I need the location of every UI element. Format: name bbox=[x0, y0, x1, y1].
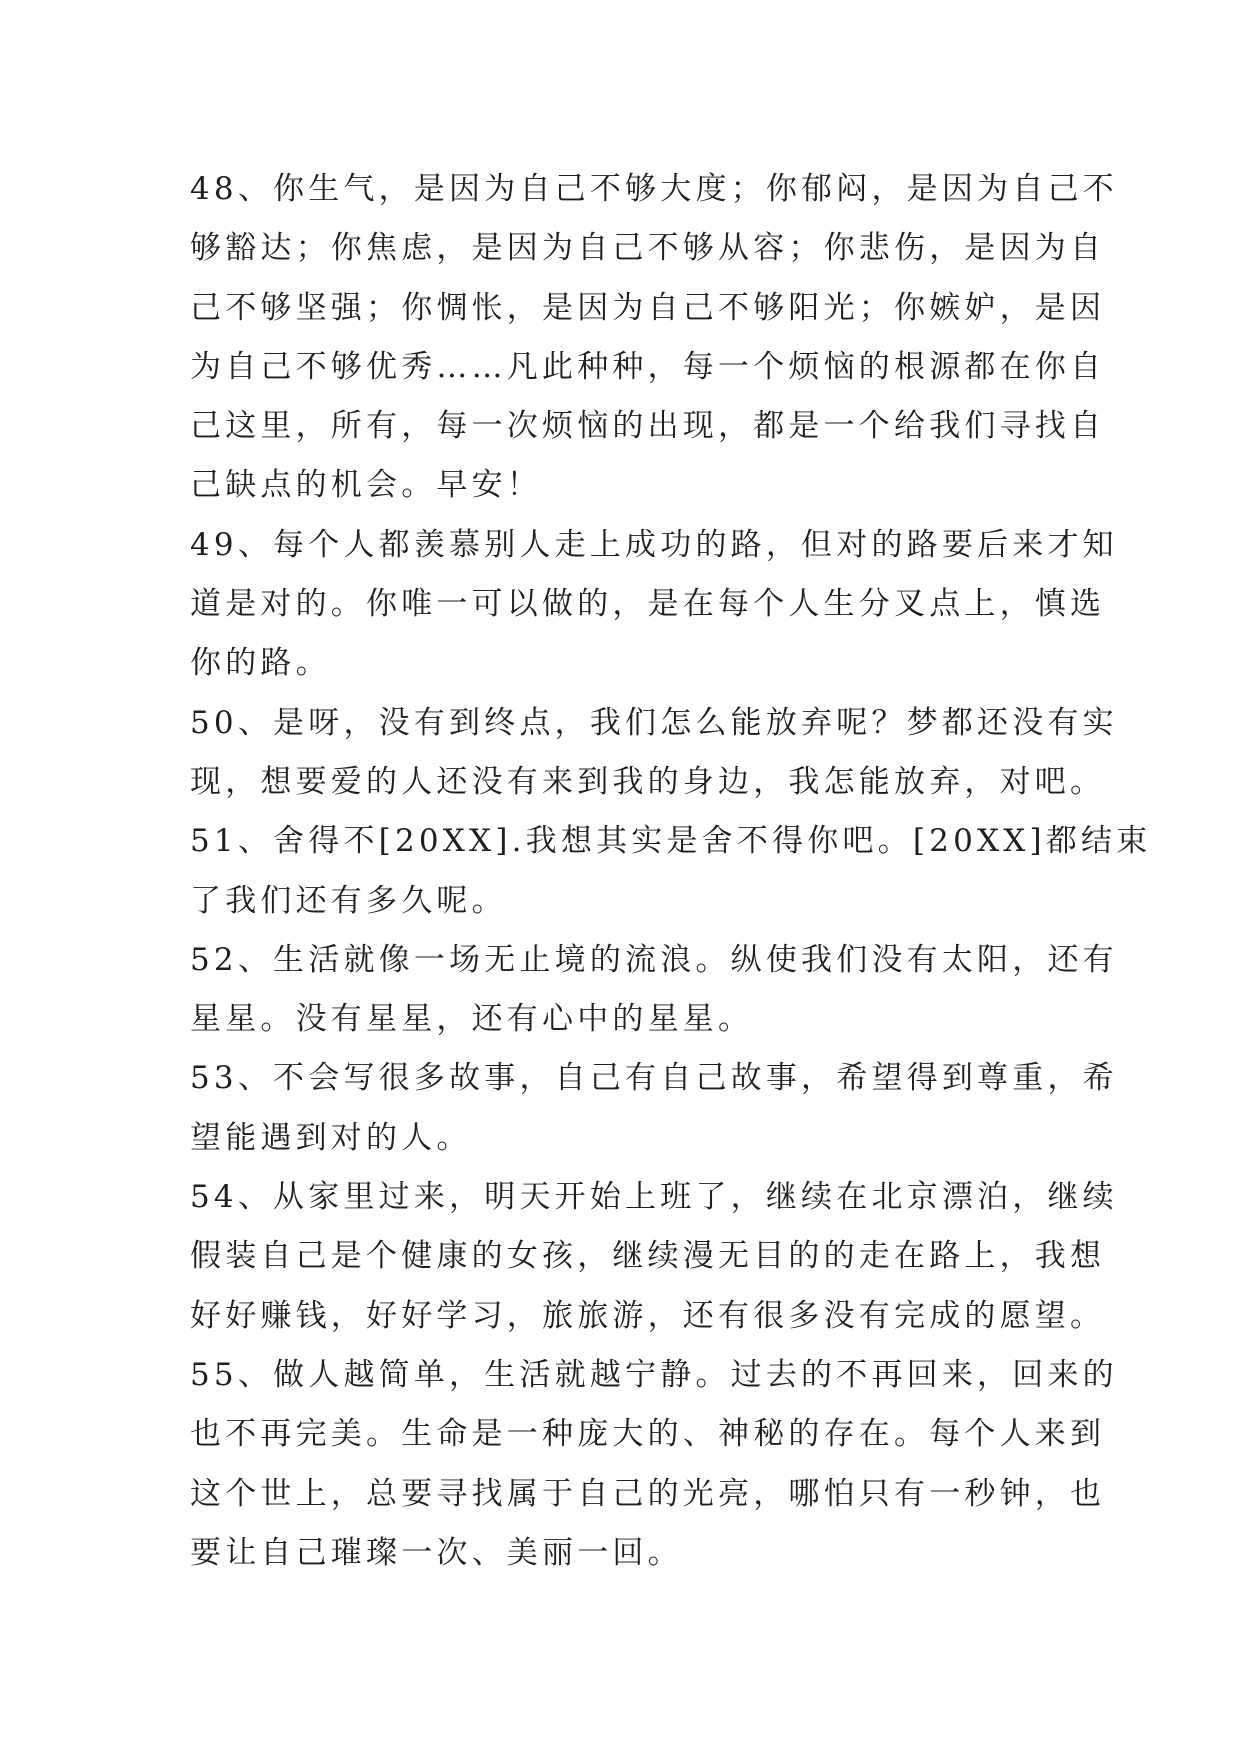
text-line: 要让自己璀璨一次、美丽一回。 bbox=[190, 1534, 683, 1571]
text-line: 50、是呀，没有到终点，我们怎么能放弃呢？梦都还没有实 bbox=[190, 704, 1118, 741]
text-line: 54、从家里过来，明天开始上班了，继续在北京漂泊，继续 bbox=[190, 1179, 1118, 1216]
paragraph-50 bbox=[190, 694, 1118, 813]
text-line: 也不再完美。生命是一种庞大的、神秘的存在。每个人来到 bbox=[190, 1416, 1106, 1453]
text-line: 道是对的。你唯一可以做的，是在每个人生分叉点上，慎选 bbox=[190, 586, 1106, 623]
text-line: 49、每个人都羡慕别人走上成功的路，但对的路要后来才知 bbox=[190, 526, 1118, 563]
text-line: 星星。没有星星，还有心中的星星。 bbox=[190, 1001, 754, 1038]
paragraph-48 bbox=[190, 160, 1118, 516]
text-line: 为自己不够优秀……凡此种种，每一个烦恼的根源都在你自 bbox=[190, 348, 1106, 385]
paragraph-53 bbox=[190, 1049, 1118, 1168]
paragraph-52 bbox=[190, 931, 1118, 1050]
text-line: 这个世上，总要寻找属于自己的光亮，哪怕只有一秒钟，也 bbox=[190, 1475, 1106, 1512]
text-line: 48、你生气，是因为自己不够大度；你郁闷，是因为自己不 bbox=[190, 171, 1118, 207]
text-line: 你的路。 bbox=[190, 645, 331, 682]
text-line: 己这里，所有，每一次烦恼的出现，都是一个给我们寻找自 bbox=[190, 408, 1106, 445]
text-line: 53、不会写很多故事，自己有自己故事，希望得到尊重，希 bbox=[190, 1060, 1118, 1097]
text-line: 了我们还有多久呢。 bbox=[190, 882, 507, 919]
paragraph-49 bbox=[190, 516, 1118, 694]
paragraph-55 bbox=[190, 1346, 1118, 1583]
text-line: 假装自己是个健康的女孩，继续漫无目的的走在路上，我想 bbox=[190, 1238, 1106, 1275]
text-line: 52、生活就像一场无止境的流浪。纵使我们没有太阳，还有 bbox=[190, 941, 1118, 978]
paragraph-54 bbox=[190, 1168, 1118, 1346]
text-line: 好好赚钱，好好学习，旅旅游，还有很多没有完成的愿望。 bbox=[190, 1297, 1106, 1334]
document-body bbox=[190, 160, 1152, 1583]
text-line: 己缺点的机会。早安！ bbox=[190, 467, 542, 504]
paragraph-51 bbox=[190, 812, 1152, 931]
text-line: 55、做人越简单，生活就越宁静。过去的不再回来，回来的 bbox=[190, 1356, 1118, 1393]
text-line: 够豁达；你焦虑，是因为自己不够从容；你悲伤，是因为自 bbox=[190, 230, 1106, 267]
text-line: 51、舍得不[20XX].我想其实是舍不得你吧。[20XX]都结束 bbox=[190, 823, 1152, 860]
text-line: 望能遇到对的人。 bbox=[190, 1119, 472, 1156]
text-line: 现，想要爱的人还没有来到我的身边，我怎能放弃，对吧。 bbox=[190, 763, 1106, 800]
text-line: 己不够坚强；你惆怅，是因为自己不够阳光；你嫉妒，是因 bbox=[190, 289, 1106, 326]
